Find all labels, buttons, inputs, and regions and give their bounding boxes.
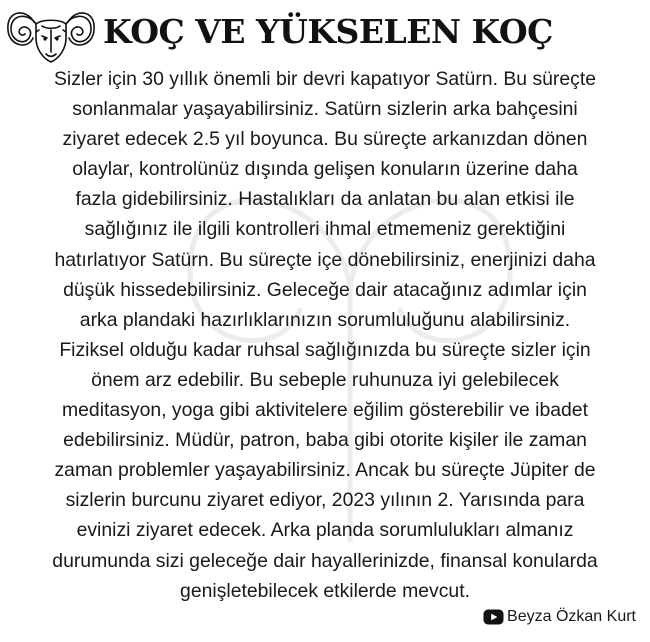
- author-name: Beyza Özkan Kurt: [507, 608, 636, 625]
- text-line: genişletebilecek etkilerde mevcut.: [180, 579, 470, 602]
- text-line: sağlığınız ile ilgili kontrolleri ihmal etmemeniz gerektiğini: [84, 218, 566, 241]
- text-line: edebilirsiniz. Müdür, patron, baba gibi otorite kişiler ile zaman: [63, 429, 587, 452]
- text-line: önem arz edebilir. Bu sebeple ruhunuza iyi gelebilecek: [91, 368, 559, 391]
- ram-head-icon: [6, 8, 96, 64]
- text-line: fazla gidebilirsiniz. Hastalıkları da anlatan bu alan etkisi ile: [75, 188, 575, 211]
- text-line: sonlanmalar yaşayabilirsiniz. Satürn sizlerin arka bahçesini: [72, 98, 578, 121]
- text-line: olaylar, kontrolünüz dışında gelişen konuların üzerine daha: [72, 158, 578, 181]
- text-line: düşük hissedebilirsiniz. Geleceğe dair atacağınız adımlar için: [63, 278, 587, 301]
- text-line: durumunda sizi geleceğe dair hayallerinizde, finansal konularda: [52, 549, 598, 572]
- text-line: hatırlatıyor Satürn. Bu süreçte içe dönebilirsiniz, enerjinizi daha: [54, 248, 596, 271]
- author-credit[interactable]: [483, 608, 636, 626]
- text-line: sizlerin burcunu ziyaret ediyor, 2023 yılının 2. Yarısında para: [65, 489, 585, 512]
- text-line: Fiziksel olduğu kadar ruhsal sağlığınızda bu süreçte sizler için: [59, 338, 591, 361]
- header: [0, 6, 650, 64]
- text-line: arka plandaki hazırlıklarınızın sorumluluğunu alabilirsiniz.: [79, 308, 571, 331]
- text-line: Sizler için 30 yıllık önemli bir devri kapatıyor Satürn. Bu süreçte: [53, 68, 597, 90]
- text-line: zaman problemler yaşayabilirsiniz. Ancak bu süreçte Jüpiter de: [54, 459, 596, 482]
- text-line: evinizi ziyaret edecek. Arka planda sorumlulukları almanız: [76, 519, 574, 542]
- page-title: KOÇ VE YÜKSELEN KOÇ: [103, 12, 553, 51]
- horoscope-text: [0, 64, 650, 606]
- text-line: meditasyon, yoga gibi aktivitelere eğilim gösterebilir ve ibadet: [62, 399, 588, 422]
- youtube-icon: [483, 609, 504, 625]
- text-line: ziyaret edecek 2.5 yıl boyunca. Bu süreçte arkanızdan dönen: [62, 128, 588, 151]
